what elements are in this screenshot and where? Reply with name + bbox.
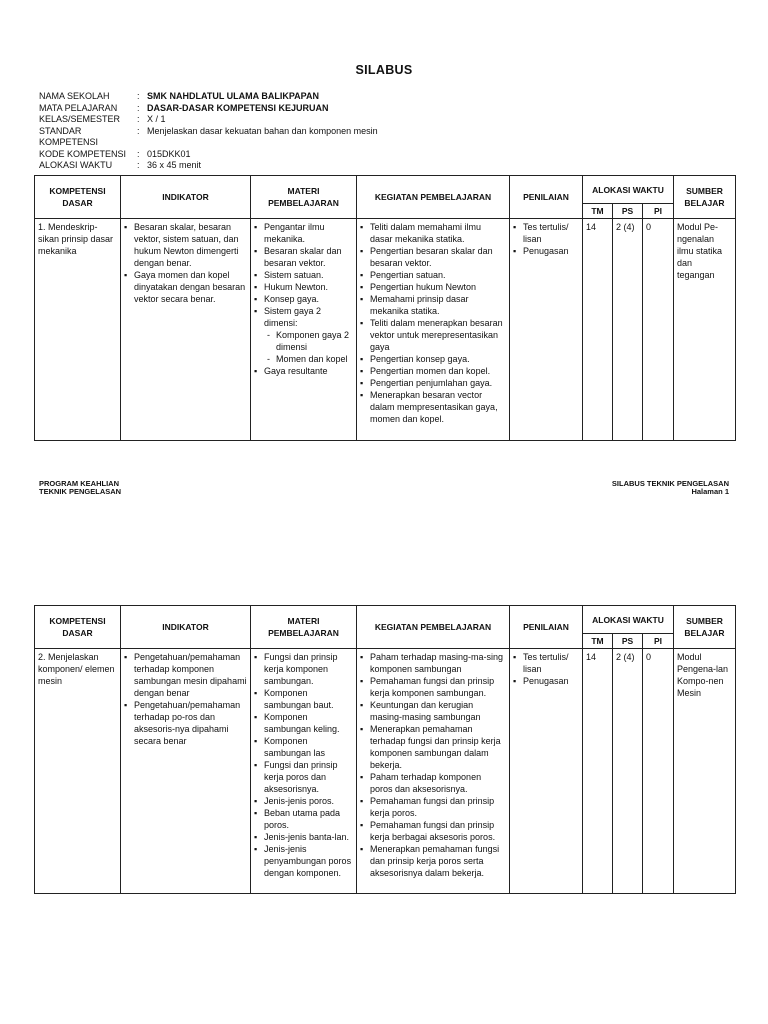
list-item: ▪ Paham terhadap masing-ma-sing komponen sambungan [368, 651, 506, 675]
list-item-text: Sistem gaya 2 dimensi: [264, 306, 322, 328]
sub-list-item: - Momen dan kopel [276, 353, 353, 365]
meta-label: STANDAR KOMPETENSI [39, 125, 99, 147]
list-item: ▪ Jenis-jenis poros. [262, 795, 353, 807]
table-row [35, 649, 736, 894]
list-item: ▪ Pengantar ilmu mekanika. [262, 221, 353, 245]
header-tm: TM [583, 634, 613, 649]
sub-list-item: - Komponen gaya 2 dimensi [276, 329, 353, 353]
cell-indikator [121, 219, 251, 441]
footer-department: TEKNIK PENGELASAN [39, 487, 122, 496]
list-item: ▪ Menerapkan pemahaman fungsi dan prinsip kerja poros serta aksesorisnya dalam bekerja. [368, 843, 506, 879]
meta-value: 015DKK01 [147, 148, 191, 159]
list-item: ▪ Besaran skalar dan besaran vektor. [262, 245, 353, 269]
page-number: Halaman 1 [691, 487, 729, 496]
cell-indikator [121, 649, 251, 894]
cell-kegiatan [357, 219, 510, 441]
meta-label: KODE KOMPETENSI [39, 148, 127, 159]
cell-kegiatan [357, 649, 510, 894]
header-alokasi: ALOKASI WAKTU [583, 606, 674, 634]
footer-program: PROGRAM KEAHLIAN [39, 479, 119, 488]
meta-value: Menjelaskan dasar kekuatan bahan dan komponen mesin [147, 125, 378, 136]
header-kegiatan: KEGIATAN PEMBELAJARAN [357, 606, 510, 649]
list-item: ▪ Pemahaman fungsi dan prinsip kerja berbagai aksesoris poros. [368, 819, 506, 843]
meta-sep: : [137, 148, 140, 159]
list-item: ▪ Pengetahuan/pemahaman terhadap komponen sambungan mesin dipahami dengan benar [132, 651, 247, 699]
list-item: ▪ Konsep gaya. [262, 293, 353, 305]
header-kd: KOMPETENSI DASAR [35, 606, 121, 649]
cell-materi [251, 219, 357, 441]
list-item: ▪ Pengertian momen dan kopel. [368, 365, 506, 377]
list-item [262, 305, 353, 365]
header-kegiatan: KEGIATAN PEMBELAJARAN [357, 176, 510, 219]
header-materi: MATERI PEMBELAJARAN [251, 176, 357, 219]
list-item: ▪ Besaran skalar, besaran vektor, sistem satuan, dan hukum Newton dimengerti dengan benar. [132, 221, 247, 269]
header-pi: PI [643, 634, 674, 649]
header-penilaian: PENILAIAN [510, 606, 583, 649]
list-item: ▪ Komponen sambungan baut. [262, 687, 353, 711]
meta-label: MATA PELAJARAN [39, 102, 118, 113]
list-item: ▪ Memahami prinsip dasar mekanika statika. [368, 293, 506, 317]
list-item: ▪ Hukum Newton. [262, 281, 353, 293]
list-item: ▪ Jenis-jenis penyambungan poros dengan komponen. [262, 843, 353, 879]
list-item: ▪ Keuntungan dan kerugian masing-masing sambungan [368, 699, 506, 723]
meta-sep: : [137, 160, 140, 170]
footer-right [612, 480, 729, 496]
list-item: ▪ Pemahaman fungsi dan prinsip kerja poros. [368, 795, 506, 819]
list-item: ▪ Sistem satuan. [262, 269, 353, 281]
list-item: ▪ Tes tertulis/ lisan [521, 651, 579, 675]
footer-doc-title: SILABUS TEKNIK PENGELASAN [611, 479, 729, 488]
header-ps: PS [613, 634, 643, 649]
cell-sumber: Modul Pengena-lan Kompo-nen Mesin [674, 649, 736, 894]
list-item: ▪ Menerapkan besaran vector dalam mempresentasikan gaya, momen dan kopel. [368, 389, 506, 425]
cell-kd: 2. Menjelaskan komponen/ elemen mesin [35, 649, 121, 894]
list-item: ▪ Paham terhadap komponen poros dan aksesorisnya. [368, 771, 506, 795]
list-item: ▪ Jenis-jenis banta-lan. [262, 831, 353, 843]
syllabus-table-2 [34, 605, 736, 894]
meta-label: KELAS/SEMESTER [39, 114, 121, 124]
cell-tm: 14 [583, 649, 613, 894]
header-tm: TM [583, 204, 613, 219]
cell-materi [251, 649, 357, 894]
list-item: ▪ Pengertian konsep gaya. [368, 353, 506, 365]
list-item: ▪ Pengertian satuan. [368, 269, 506, 281]
meta-value: 36 x 45 menit [147, 160, 202, 170]
list-item: ▪ Teliti dalam menerapkan besaran vektor untuk merepresentasikan gaya [368, 317, 506, 353]
header-materi: MATERI PEMBELAJARAN [251, 606, 357, 649]
document-title: SILABUS [355, 63, 413, 77]
meta-row-subject [39, 103, 378, 115]
meta-label: NAMA SEKOLAH [39, 91, 110, 101]
meta-sep: : [137, 91, 140, 101]
meta-sep: : [137, 114, 140, 124]
cell-pi: 0 [643, 219, 674, 441]
list-item: ▪ Pemahaman fungsi dan prinsip kerja komponen sambungan. [368, 675, 506, 699]
header-ps: PS [613, 204, 643, 219]
header-sumber: SUMBER BELAJAR [674, 606, 736, 649]
list-item: ▪ Pengetahuan/pemahaman terhadap po-ros dan aksesoris-nya dipahami secara benar [132, 699, 247, 747]
list-item: ▪ Pengertian besaran skalar dan besaran vektor. [368, 245, 506, 269]
header-indikator: INDIKATOR [121, 176, 251, 219]
list-item: ▪ Gaya resultante [262, 365, 353, 377]
meta-sep: : [137, 102, 140, 113]
list-item: ▪ Komponen sambungan keling. [262, 711, 353, 735]
header-penilaian: PENILAIAN [510, 176, 583, 219]
meta-row-class [39, 114, 378, 126]
header-kd: KOMPETENSI DASAR [35, 176, 121, 219]
header-indikator: INDIKATOR [121, 606, 251, 649]
syllabus-table-1 [34, 175, 736, 441]
meta-value: SMK NAHDLATUL ULAMA BALIKPAPAN [147, 91, 319, 101]
list-item: ▪ Penugasan [521, 245, 579, 257]
list-item: ▪ Penugasan [521, 675, 579, 687]
meta-value: X / 1 [147, 114, 166, 124]
cell-tm: 14 [583, 219, 613, 441]
cell-pi: 0 [643, 649, 674, 894]
list-item: ▪ Gaya momen dan kopel dinyatakan dengan besaran vektor secara benar. [132, 269, 247, 305]
footer-left [39, 480, 121, 496]
meta-row-time [39, 160, 378, 172]
cell-ps: 2 (4) [613, 649, 643, 894]
list-item: ▪ Komponen sambungan las [262, 735, 353, 759]
list-item: ▪ Beban utama pada poros. [262, 807, 353, 831]
list-item: ▪ Fungsi dan prinsip kerja poros dan aksesorisnya. [262, 759, 353, 795]
meta-row-code [39, 149, 378, 161]
cell-penilaian [510, 649, 583, 894]
list-item: ▪ Pengertian penjumlahan gaya. [368, 377, 506, 389]
cell-sumber: Modul Pe-ngenalan ilmu statika dan tegangan [674, 219, 736, 441]
table-row [35, 219, 736, 441]
identity-block [39, 91, 378, 172]
cell-ps: 2 (4) [613, 219, 643, 441]
meta-row-school [39, 91, 378, 103]
header-pi: PI [643, 204, 674, 219]
meta-label: ALOKASI WAKTU [39, 160, 113, 170]
list-item: ▪ Tes tertulis/ lisan [521, 221, 579, 245]
list-item: ▪ Fungsi dan prinsip kerja komponen sambungan. [262, 651, 353, 687]
cell-kd: 1. Mendeskrip-sikan prinsip dasar mekanika [35, 219, 121, 441]
list-item: ▪ Pengertian hukum Newton [368, 281, 506, 293]
meta-row-standard [39, 126, 378, 149]
header-alokasi: ALOKASI WAKTU [583, 176, 674, 204]
meta-value: DASAR-DASAR KOMPETENSI KEJURUAN [147, 102, 329, 113]
cell-penilaian [510, 219, 583, 441]
list-item: ▪ Menerapkan pemahaman terhadap fungsi dan prinsip kerja komponen sambungan dalam bekerja. [368, 723, 506, 771]
meta-sep: : [137, 125, 140, 136]
list-item: ▪ Teliti dalam memahami ilmu dasar mekanika statika. [368, 221, 506, 245]
header-sumber: SUMBER BELAJAR [674, 176, 736, 219]
